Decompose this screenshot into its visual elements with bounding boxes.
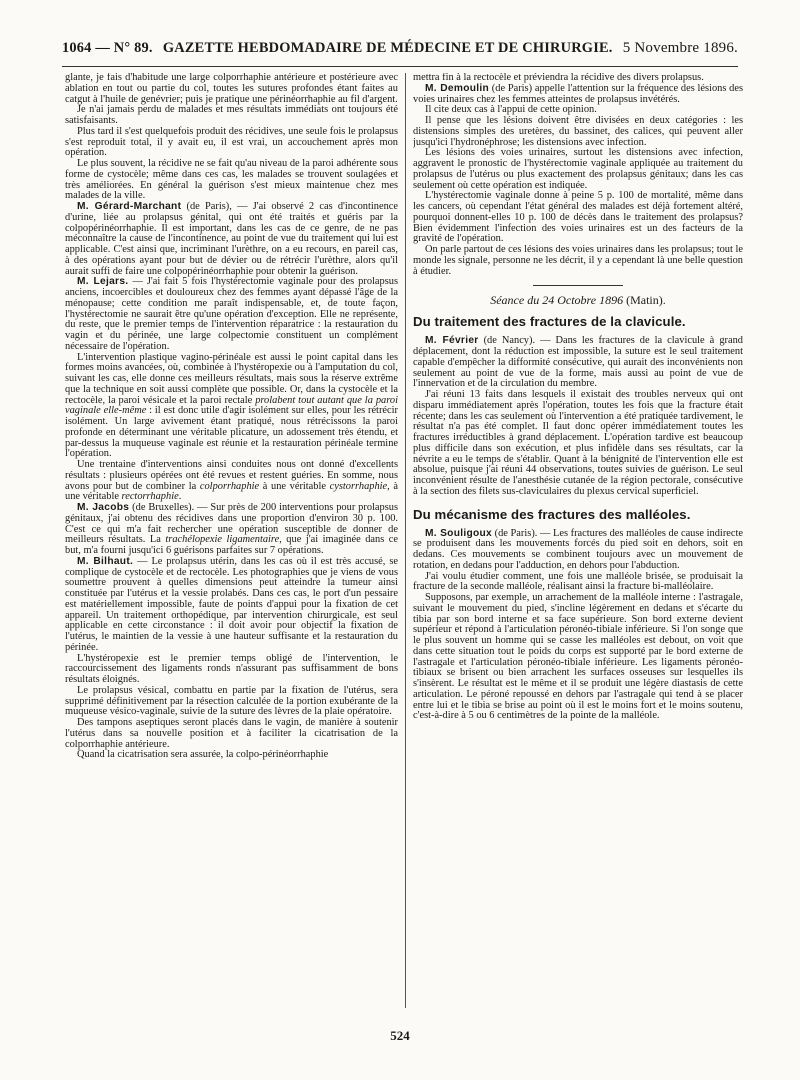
paragraph: Plus tard il s'est quelquefois produit des récidives, une seule fois le prolapsus s'est reproduit total, il y avait eu, il est vrai, un accouchement après mon opération.	[65, 125, 398, 159]
paragraph: L'hystéropexie est le premier temps obligé de l'intervention, le raccourcissement des ligaments ronds n'assurant pas suffisamment de bons résultats éloignés.	[65, 652, 398, 685]
paragraph: Les lésions des voies urinaires, surtout les distensions avec infection, aggravent le pronostic de l'hystérectomie vaginale appliquée au traitement du prolapsus de l'utérus ou plus exactement des prolapsus génitaux; dans les cas seulement où cette opération est indiquée.	[413, 147, 743, 191]
paragraph: M. Lejars. — J'ai fait 5 fois l'hystérectomie vaginale pour des prolapsus anciens, incoercibles et douloureux chez des femmes ayant dépassé l'âge de la ménopause; cette condition me paraît indispensable, et, de toute façon, l'hystérectomie ne saurait être qu'une opération d'exception. Elle ne représente, du reste, que le premier temps de l'intervention réparatrice : la restauration du vagin et du périnée, une large colpectomie constituent un complément nécessaire de l'opération.	[65, 276, 398, 352]
session-heading: Séance du 24 Octobre 1896 (Matin).	[413, 285, 743, 307]
paragraph: Le plus souvent, la récidive ne se fait qu'au niveau de la paroi adhérente sous forme de cystocèle; même dans ces cas, les malades se trouvent soulagées et très améliorées. En général la guérison s'est mieux maintenue chez mes malades de la ville.	[65, 158, 398, 202]
paragraph: J'ai voulu étudier comment, une fois une malléole brisée, se produisait la fracture de la seconde malléole, réalisant ainsi la fracture bi-malléolaire.	[413, 570, 743, 593]
paragraph: L'hystérectomie vaginale donne à peine 5 p. 100 de mortalité, même dans les cancers, où cependant l'état général des malades est déjà fortement altéré, pourquoi donnent-elles 10 p. 100 de décès dans le traitement des prolapsus? Bien évidemment l'infection des voies urinaires est un des facteurs de la gravité de l'opération.	[413, 190, 743, 245]
header-rule	[62, 66, 738, 67]
paragraph: mettra fin à la rectocèle et préviendra la récidive des divers prolapsus.	[413, 73, 704, 83]
speaker-name: M. Souligoux	[425, 527, 493, 539]
speaker-name: M. Bilhaut.	[77, 555, 134, 567]
paragraph: J'ai réuni 13 faits dans lesquels il existait des troubles nerveux qui ont disparu immédiatement après l'opération, toutes les fois que la fracture était récente; dans les cas seulement où l'intervention a été pratiquée tardivement, le résultat n'a pas été complet. Il faut donc opérer immédiatement toutes les fractures irréductibles à grand déplacement. L'opération tardive est beaucoup plus difficile dans son exécution, et plus infidèle dans ses résultats, car la névrite a eu le temps de s'établir. Quant à la bénignité de l'intervention elle est absolue, puisque j'ai réuni 44 observations, toutes suivies de guérison. Le seul inconvénient résulte de l'anesthésie cutanée de la région pectorale, consécutive à la section des filets sus-claviculaires du plexus cervical superficiel.	[413, 389, 743, 497]
speaker-name: M. Lejars.	[77, 276, 129, 288]
section-title-clavicle: Du traitement des fractures de la clavicule.	[413, 314, 686, 330]
paragraph: Une trentaine d'interventions ainsi conduites nous ont donné d'excellents résultats : plusieurs opérées ont été revues et restent guéries. En somme, nous avons pour but de combiner la colporrhaphie à une véritable cystorrhaphie, à une véritable rectorrhaphie.	[65, 459, 398, 503]
left-column	[65, 73, 398, 1018]
paragraph: glante, je fais d'habitude une large colporrhaphie antérieure et postérieure avec ablation en tout ou partie du col, toutes les sutures profondes étant faites au catgut à l'huile de genévrier; puis je pratique une périnéorrhaphie au fil d'argent.	[65, 73, 398, 105]
speaker-name: M. Février	[425, 335, 479, 347]
paragraph: M. Demoulin (de Paris) appelle l'attention sur la fréquence des lésions des voies urinaires chez les femmes atteintes de prolapsus invétérés.	[413, 82, 743, 105]
paragraph: On parle partout de ces lésions des voies urinaires dans les prolapsus; tout le monde les signale, personne ne les décrit, il y a cependant là une belle question à étudier.	[413, 244, 743, 277]
paragraph: M. Souligoux (de Paris). — Les fractures des malléoles de cause indirecte se produisent dans les mouvements forcés du pied soit en dehors, soit en dedans. Ces mouvements se combinent toujours avec un mouvement de rotation, en dedans pour l'adduction, en dehors pour l'abduction.	[413, 527, 743, 571]
footer-page-number: 524	[390, 1028, 410, 1043]
paragraph: Il cite deux cas à l'appui de cette opinion.	[425, 104, 597, 116]
header-page-number: 1064 — N° 89.	[62, 40, 153, 56]
paragraph: Des tampons aseptiques seront placés dans le vagin, de manière à soutenir l'utérus dans sa nouvelle position et à faciliter la cicatrisation de la colporrhaphie antérieure.	[65, 717, 398, 750]
speaker-name: M. Demoulin	[425, 82, 490, 94]
speaker-name: M. Gérard-Marchant	[77, 201, 182, 212]
paragraph: Je n'ai jamais perdu de malades et mes résultats immédiats ont toujours été satisfaisants.	[65, 104, 398, 126]
paragraph: Il pense que les lésions doivent être divisées en deux catégories : les distensions simples des uretères, du bassinet, des calices, qui peuvent aller jusqu'ici l'hydronéphrose; les distensions avec infection.	[413, 115, 743, 148]
paragraph: Quand la cicatrisation sera assurée, la colpo-périnéorrhaphie	[77, 749, 329, 761]
paragraph: M. Bilhaut. — Le prolapsus utérin, dans les cas où il est très accusé, se complique de cystocèle et de rectocèle. Les photographies que je viens de vous soumettre prouvent à quelles dimensions peut atteindre la tumeur ainsi constituée par l'utérus et la vessie prolabés. Dans ces cas, le port d'un pessaire est matériellement impossible, faute de points d'appui pour la fixation de cet appareil. Un traitement orthopédique, par intervention chirurgicale, est seul applicable en cette circonstance : il doit avoir pour objectif la fixation de l'utérus, le maintien de la vessie à une hauteur suffisante et la restauration du périnée.	[65, 555, 398, 653]
paragraph: Supposons, par exemple, un arrachement de la malléole interne : l'astragale, suivant le mouvement du pied, s'incline légèrement en dedans et s'écarte du tibia par son bord interne et sa face supérieure. Son bord externe devient supérieur et répond à l'articulation péronéo-tibiale inférieure. Si l'on songe que le plus souvent un homme qui se casse les malléoles est debout, on voit que dans cette situation tout le poids du corps est supporté par le bord externe de l'astragale et l'articulation péronéo-tibiale inférieure. Les ligaments péronéo-tibiaux se brisent ou bien arrachent les surfaces osseuses sur lesquelles ils s'insèrent. Le résultat est le même et il se produit une légère diastasis de cette articulation. Le péroné repoussé en dehors par l'astragale qui tend à se placer entre lui et le tibia se brise au point où il est le moins fort et le moins soutenu, c'est-à-dire à 5 ou 6 centimètres de la pointe de la malléole.	[413, 592, 743, 722]
paragraph: M. Jacobs (de Bruxelles). — Sur près de 200 interventions pour prolapsus génitaux, j'ai obtenu des récidives dans une proportion d'environ 30 p. 100. C'est ce qui m'a fait rechercher une opération susceptible de donner de meilleurs résultats. La trachélopexie ligamentaire, que j'ai imaginée dans ce but, m'a fourni jusqu'ici 6 guérisons parfaites sur 7 opérations.	[65, 502, 398, 556]
speaker-name: M. Jacobs	[77, 502, 130, 513]
paragraph: Le prolapsus vésical, combattu en partie par la fixation de l'utérus, sera supprimé définitivement par la résection calculée de la portion exubérante de la muqueuse vésico-vaginale, suivie de la suture des lèvres de la plaie opératoire.	[65, 684, 398, 718]
right-column	[413, 73, 743, 1018]
running-header	[62, 40, 738, 62]
paragraph: L'intervention plastique vagino-périnéale est aussi le point capital dans les formes moins avancées, où, combinée à l'hystéropexie ou à l'amputation du col, suivant les cas, elle donne ces meilleurs résultats, mais sous la réserve extrême que la technique en soit aussi complète que possible. Or, dans la cystocèle et la rectocèle, la paroi vésicale et la paroi rectale prolabent tout autant que la paroi vaginale elle-même : il est donc utile d'agir isolément sur elles, pour les rétrécir isolément. Un large avivement étant pratiqué, nous rétrécissons la paroi profonde en déterminant une véritable plicature, un adossement très étendu, et par-dessus la muqueuse vaginale est réunie et la restauration périnéale termine l'opération.	[65, 351, 398, 460]
paragraph: M. Gérard-Marchant (de Paris), — J'ai observé 2 cas d'incontinence d'urine, liée au prolapsus génital, qui ont été traités et guéris par la colpopérinéorrhaphie. Il est important, dans les cas de ce genre, de ne pas méconnaître la cause de l'incontinence, au point de vue du traitement qui lui est applicable. C'est ainsi que, incriminant l'urèthre, on a eu recours, en pareil cas, à des opérations ayant pour but de dévier ou de rétrécir l'urèthre, alors qu'il aurait suffi de faire une colpopérinéorrhaphie pour obtenir la guérison.	[65, 201, 398, 277]
column-divider	[405, 73, 406, 1008]
issue-date: 5 Novembre 1896.	[622, 40, 738, 56]
section-title-malleolus: Du mécanisme des fractures des malléoles.	[413, 506, 691, 522]
paragraph: M. Février (de Nancy). — Dans les fractures de la clavicule à grand déplacement, dont la réduction est impossible, la suture est le seul traitement capable d'empêcher la difformité consécutive, qui aurait des inconvénients non seulement au point de vue de la forme, mais aussi au point de vue de l'innervation et de la circulation du membre.	[413, 335, 743, 390]
journal-title: GAZETTE HEBDOMADAIRE DE MÉDECINE ET DE CHIRURGIE.	[162, 40, 613, 56]
